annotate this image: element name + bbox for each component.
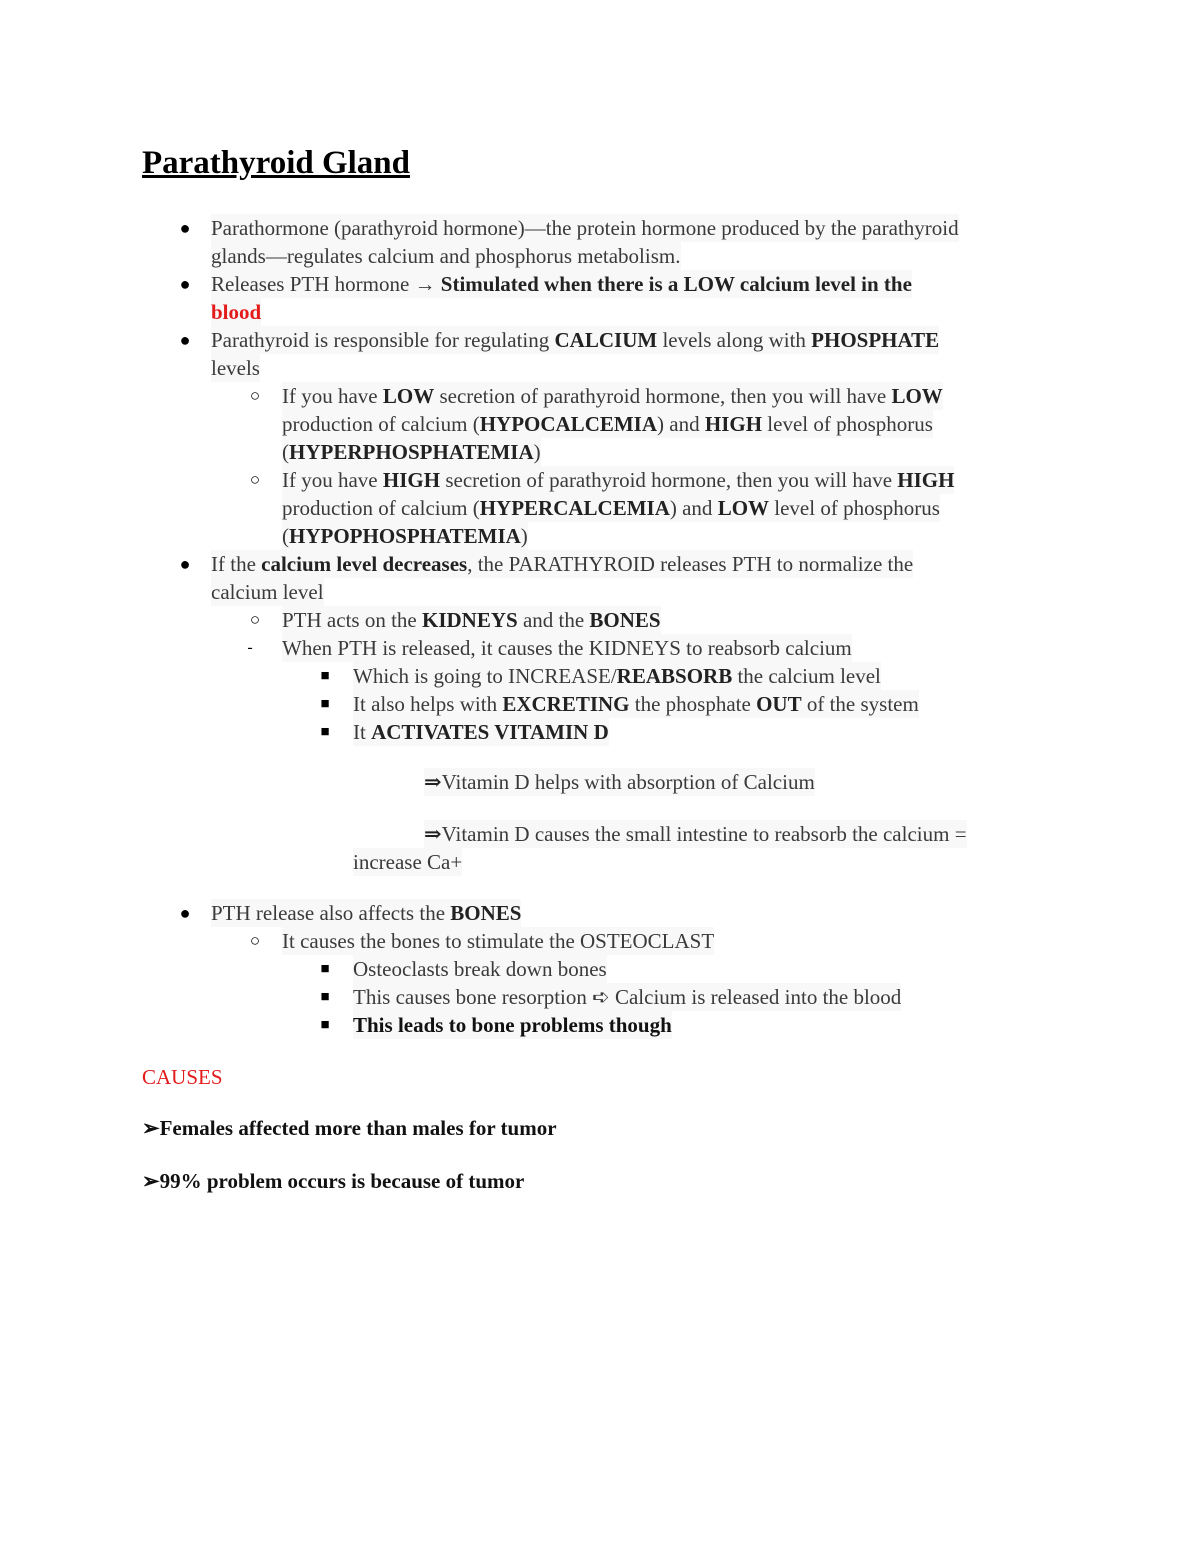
bold: EXCRETING bbox=[502, 692, 630, 716]
square-5-line: This causes bone resorption ➪ Calcium is released into the blood bbox=[353, 985, 902, 1009]
bullet-marker: ● bbox=[179, 274, 191, 294]
text: Parathyroid is responsible for regulating bbox=[211, 328, 555, 352]
bullet-2-red-text: Stimulated when there is a LOW calcium level in the bbox=[440, 272, 912, 296]
text: , the PARATHYROID releases PTH to normalize the bbox=[467, 552, 914, 576]
text: the phosphate bbox=[629, 692, 757, 716]
bold: calcium level decreases bbox=[261, 552, 468, 576]
text: Vitamin D causes the small intestine to reabsorb the calcium = bbox=[441, 822, 967, 846]
phosphate-bold: PHOSPHATE bbox=[811, 328, 940, 352]
text: and the bbox=[517, 608, 590, 632]
text: If the bbox=[211, 552, 262, 576]
bullet-5-line bbox=[211, 899, 521, 927]
implies-icon: ⇒ bbox=[424, 770, 442, 794]
square-3-line bbox=[353, 718, 609, 746]
text: ) and bbox=[657, 412, 705, 436]
bullet-2-red-text-2: blood bbox=[211, 300, 262, 324]
text: Which is going to INCREASE/ bbox=[353, 664, 617, 688]
cause-item bbox=[142, 1114, 557, 1142]
arrow-bullet-icon: ➢ bbox=[142, 1116, 160, 1140]
text: production of calcium ( bbox=[282, 496, 480, 520]
bold: REABSORB bbox=[616, 664, 733, 688]
vitamin-line-1 bbox=[424, 768, 815, 796]
arrow-bullet-icon: ➢ bbox=[142, 1169, 160, 1193]
circle-marker: ○ bbox=[249, 386, 261, 405]
text: the calcium level bbox=[732, 664, 881, 688]
text: levels along with bbox=[657, 328, 812, 352]
bold: OUT bbox=[756, 692, 802, 716]
square-marker: ■ bbox=[320, 989, 330, 1005]
square-4-line: Osteoclasts break down bones bbox=[353, 957, 607, 981]
text: ) bbox=[533, 440, 541, 464]
bullet-4-line-2: calcium level bbox=[211, 580, 324, 604]
text: production of calcium ( bbox=[282, 412, 480, 436]
causes-heading: CAUSES bbox=[142, 1065, 223, 1089]
kidneys-red: KIDNEYS bbox=[421, 608, 518, 632]
square-marker: ■ bbox=[320, 1017, 330, 1033]
square-marker: ■ bbox=[320, 961, 330, 977]
circle-marker: ○ bbox=[249, 610, 261, 629]
bullet-3-line-1 bbox=[211, 326, 939, 354]
text: level of phosphorus bbox=[762, 412, 933, 436]
bold: HYPERCALCEMIA bbox=[479, 496, 670, 520]
square-1-line bbox=[353, 662, 881, 690]
bullet-1-line-1: Parathormone (parathyroid hormone)—the protein hormone produced by the parathyroid bbox=[211, 216, 959, 240]
bold: LOW bbox=[891, 384, 943, 408]
text: of the system bbox=[801, 692, 919, 716]
text: If you have bbox=[282, 468, 383, 492]
bullet-marker: ● bbox=[179, 330, 191, 350]
bullet-marker: ● bbox=[179, 554, 191, 574]
bold: LOW bbox=[382, 384, 435, 408]
calcium-bold: CALCIUM bbox=[554, 328, 658, 352]
bold: LOW bbox=[717, 496, 770, 520]
vitamin-line-3: increase Ca+ bbox=[353, 850, 463, 874]
cause-item bbox=[142, 1167, 524, 1195]
circle-marker: ○ bbox=[249, 931, 261, 950]
bullet-marker: ● bbox=[179, 218, 191, 238]
text: ( bbox=[282, 440, 289, 464]
bullet-4-line-1 bbox=[211, 550, 913, 578]
text: level of phosphorus bbox=[769, 496, 940, 520]
sub-1-line-3 bbox=[282, 438, 541, 466]
text: It bbox=[353, 720, 372, 744]
bold: HIGH bbox=[897, 468, 955, 492]
bold: HYPOCALCEMIA bbox=[479, 412, 658, 436]
cause-text: Females affected more than males for tumor bbox=[159, 1116, 557, 1140]
sub-2-line-2 bbox=[282, 494, 940, 522]
square-6-line: This leads to bone problems though bbox=[353, 1013, 672, 1037]
bold: HIGH bbox=[704, 412, 763, 436]
sub-1-line-2 bbox=[282, 410, 933, 438]
text: ) and bbox=[669, 496, 718, 520]
bold: ACTIVATES VITAMIN D bbox=[371, 720, 609, 744]
bold: HIGH bbox=[382, 468, 441, 492]
page-title: Parathyroid Gland bbox=[142, 145, 411, 181]
bones-red: BONES bbox=[589, 608, 661, 632]
bullet-3-line-2: levels bbox=[211, 356, 260, 380]
implies-icon: ⇒ bbox=[424, 822, 442, 846]
bullet-marker: ● bbox=[179, 903, 191, 923]
sub-2-line-1 bbox=[282, 466, 954, 494]
dash-marker: - bbox=[247, 639, 253, 656]
sub-3-line bbox=[282, 606, 661, 634]
bold: BONES bbox=[450, 901, 522, 925]
text: PTH acts on the bbox=[282, 608, 422, 632]
square-2-line bbox=[353, 690, 919, 718]
bold: HYPOPHOSPHATEMIA bbox=[289, 524, 521, 548]
square-marker: ■ bbox=[320, 696, 330, 712]
sub-4-line: When PTH is released, it causes the KIDNEYS to reabsorb calcium bbox=[282, 636, 852, 660]
text: If you have bbox=[282, 384, 383, 408]
circle-marker: ○ bbox=[249, 470, 261, 489]
text: Vitamin D helps with absorption of Calcium bbox=[441, 770, 815, 794]
text: ( bbox=[282, 524, 289, 548]
text: secretion of parathyroid hormone, then you will have bbox=[434, 384, 892, 408]
text: secretion of parathyroid hormone, then you will have bbox=[440, 468, 898, 492]
sub-5-line: It causes the bones to stimulate the OSTEOCLAST bbox=[282, 929, 715, 953]
sub-1-line-1 bbox=[282, 382, 943, 410]
bullet-2-line-1 bbox=[211, 270, 912, 298]
cause-text: 99% problem occurs is because of tumor bbox=[159, 1169, 525, 1193]
text: PTH release also affects the bbox=[211, 901, 451, 925]
text: ) bbox=[520, 524, 528, 548]
square-marker: ■ bbox=[320, 724, 330, 740]
square-marker: ■ bbox=[320, 668, 330, 684]
bullet-2-text: Releases PTH hormone → bbox=[211, 272, 441, 296]
sub-2-line-3 bbox=[282, 522, 528, 550]
bullet-2-line-2 bbox=[211, 298, 261, 326]
bullet-1-line-2: glands—regulates calcium and phosphorus metabolism. bbox=[211, 244, 681, 268]
bold: HYPERPHOSPHATEMIA bbox=[289, 440, 534, 464]
vitamin-line-2 bbox=[424, 820, 967, 848]
text: It also helps with bbox=[353, 692, 503, 716]
